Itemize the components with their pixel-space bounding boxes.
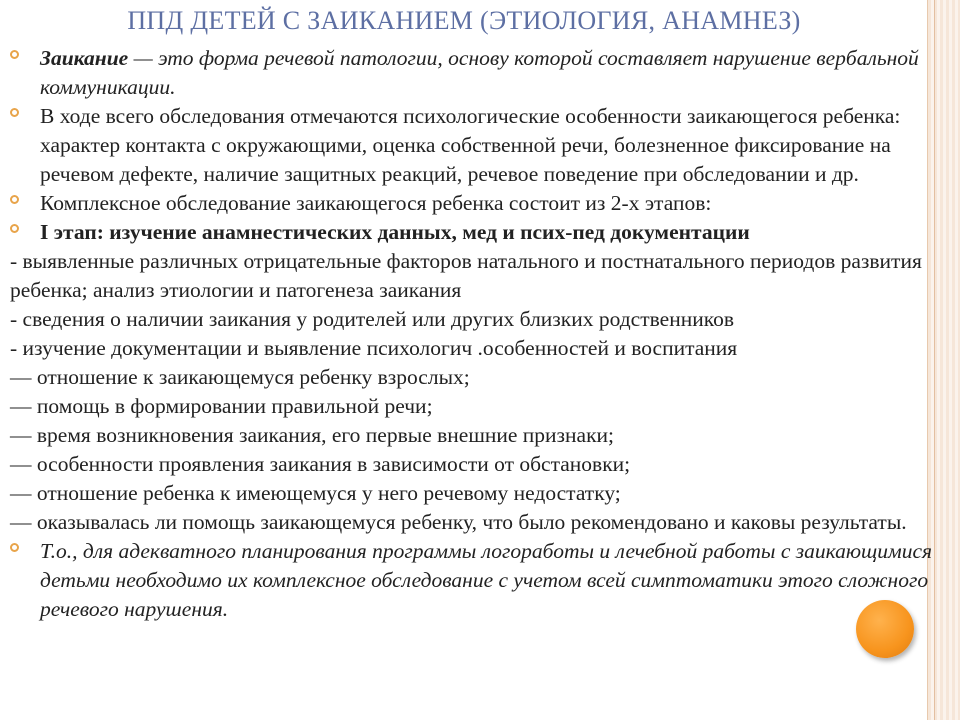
bullet-circle-icon bbox=[10, 543, 19, 552]
list-item: — отношение ребенка к имеющемуся у него речевому недостатку; bbox=[10, 481, 621, 505]
bullet-stages bbox=[10, 189, 950, 218]
bullet-conclusion bbox=[10, 537, 950, 624]
list-item: — время возникновения заикания, его первые внешние признаки; bbox=[10, 423, 615, 447]
list-item: - изучение документации и выявление психологич .особенностей и воспитания bbox=[10, 336, 738, 360]
bullet-definition bbox=[10, 44, 950, 102]
bullet-circle-icon bbox=[10, 108, 19, 117]
orange-circle-decoration bbox=[856, 600, 914, 658]
bullet-text: Комплексное обследование заикающегося ребенка состоит из 2-х этапов: bbox=[40, 191, 712, 215]
list-item: — отношение к заикающемуся ребенку взрослых; bbox=[10, 365, 470, 389]
list-item: — оказывалась ли помощь заикающемуся ребенку, что было рекомендовано и каковы результаты. bbox=[10, 510, 907, 534]
bullet-circle-icon bbox=[10, 195, 19, 204]
term-stuttering: Заикание bbox=[40, 46, 129, 70]
bullet-examination bbox=[10, 102, 950, 189]
bullet-text: Т.о., для адекватного планирования программы логоработы и лечебной работы с заикающимися детьми необходимо их комплексное обследование с учетом всей симптоматики этого сложного речевого нарушения. bbox=[40, 539, 933, 621]
bullet-text: I этап: изучение анамнестических данных, мед и псих-пед документации bbox=[40, 220, 750, 244]
slide-content bbox=[10, 44, 950, 624]
list-item: - выявленные различных отрицательные факторов натального и постнатального периодов развития ребенка; анализ этиологии и патогенеза заикания bbox=[10, 249, 922, 302]
bullet-circle-icon bbox=[10, 224, 19, 233]
bullet-text: В ходе всего обследования отмечаются психологические особенности заикающегося ребенка: характер контакта с окружающими, оценка собственной речи, болезненное фиксирование на речевом дефекте, наличие защитных реакций, речевое поведение при обследовании и др. bbox=[40, 104, 901, 186]
list-item: — особенности проявления заикания в зависимости от обстановки; bbox=[10, 452, 631, 476]
definition-text: — это форма речевой патологии, основу которой составляет нарушение вербальной коммуникации. bbox=[40, 46, 919, 99]
list-item: — помощь в формировании правильной речи; bbox=[10, 394, 433, 418]
bullet-stage-one bbox=[10, 218, 950, 247]
bullet-circle-icon bbox=[10, 50, 19, 59]
list-item: - сведения о наличии заикания у родителей или других близких родственников bbox=[10, 307, 734, 331]
slide-title: ППД ДЕТЕЙ С ЗАИКАНИЕМ (ЭТИОЛОГИЯ, АНАМНЕЗ) bbox=[127, 6, 801, 35]
